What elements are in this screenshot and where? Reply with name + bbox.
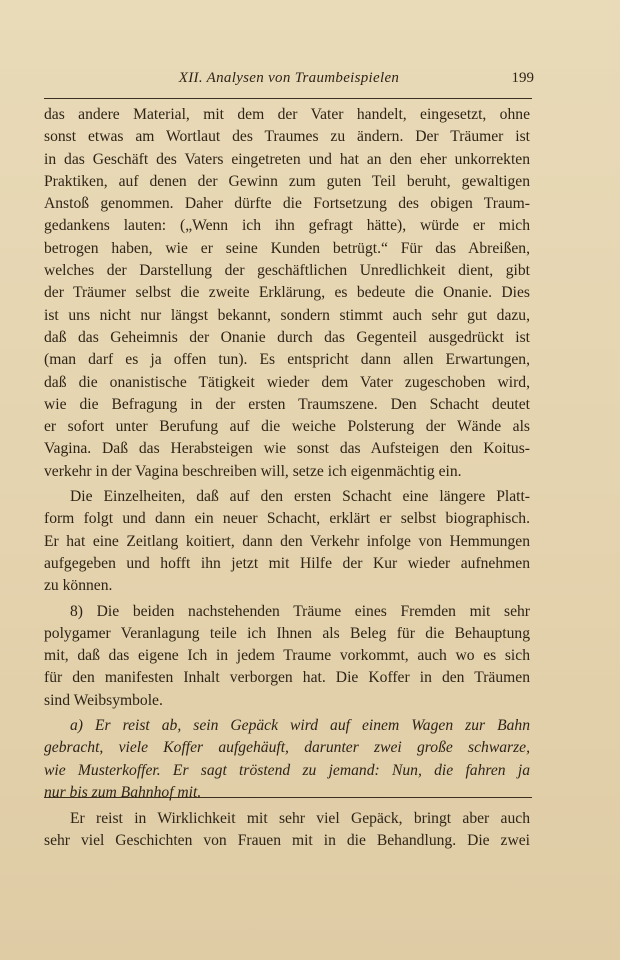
section-rule [44,797,532,798]
text-line: (man darf es ja offen tun). Es entspricht dann allen Erwartungen, [44,351,530,369]
paragraph [44,104,530,483]
text-line: das andere Material, mit dem der Vater handelt, eingesetzt, ohne [44,106,530,123]
text-line: betrogen haben, wie er seine Kunden betrügt.“ Für das Abreißen, [44,239,530,257]
text-line: 8) Die beiden nachstehenden Träume eines Fremden mit sehr [70,602,530,620]
paragraph [44,601,530,712]
text-line: der Träumer selbst die zweite Erklärung, es bedeute die Onanie. Dies [44,284,530,302]
dream-report [44,715,530,804]
text-line: daß die onanistische Tätigkeit wieder dem Vater zugeschoben wird, [44,373,530,391]
text-line: a) Er reist ab, sein Gepäck wird auf einem Wagen zur Bahn [70,717,530,735]
paragraph [44,808,530,853]
running-head-title: XII. Analysen von Traumbeispielen [178,70,400,86]
text-line: mit, daß das eigene Ich in jedem Traume vorkommt, auch wo es sich [44,647,530,665]
text-line: zu können. [44,577,113,595]
text-line: Die Einzelheiten, daß auf den ersten Schacht eine längere Platt- [70,488,530,506]
running-head [44,70,534,96]
text-line: daß das Geheimnis der Onanie durch das Gegenteil ausgedrückt ist [44,328,530,346]
header-rule [44,98,532,99]
continuation-text [44,808,530,853]
text-line: wie Musterkoffer. Er sagt tröstend zu jemand: Nun, die fahren ja [44,761,530,779]
text-line: gedankens lauten: („Wenn ich ihn gefragt hätte), würde er mich [44,217,530,235]
text-line: Praktiken, auf denen der Gewinn zum guten Teil beruht, gewaltigen [44,172,530,190]
text-line: form folgt und dann ein neuer Schacht, erklärt er selbst biographisch. [44,510,530,528]
text-line: welches der Darstellung der geschäftlichen Unredlichkeit dient, gibt [44,262,530,280]
text-line: Er hat eine Zeitlang koitiert, dann den Verkehr infolge von Hemmungen [44,532,530,550]
text-line: in das Geschäft des Vaters eingetreten und hat an den eher unkorrekten [44,150,530,168]
text-line: Anstoß genommen. Daher dürfte die Fortsetzung des obigen Traum- [44,195,530,213]
text-line: Vagina. Daß das Herabsteigen wie sonst das Aufsteigen den Koitus- [44,440,530,458]
text-line: verkehr in der Vagina beschreiben will, setze ich eigenmächtig ein. [44,462,462,480]
body-text [44,104,530,804]
text-line: gebracht, viele Koffer aufgehäuft, darunter zwei große schwarze, [44,739,530,757]
page-number: 199 [511,70,534,86]
text-line: wie die Befragung in der ersten Traumszene. Den Schacht deutet [44,395,530,413]
text-line: sonst etwas am Wortlaut des Traumes zu ändern. Der Träumer ist [44,128,530,146]
text-line: sind Weibsymbole. [44,691,163,709]
text-line: ist uns nicht nur längst bekannt, sondern stimmt auch sehr gut dazu, [44,306,530,324]
text-line: Er reist in Wirklichkeit mit sehr viel Gepäck, bringt aber auch [70,810,530,827]
text-line: für den manifesten Inhalt verborgen hat. Die Koffer in den Träumen [44,669,530,687]
text-line: aufgegeben und hofft ihn jetzt mit Hilfe der Kur wieder aufnehmen [44,554,530,572]
paragraph [44,486,530,597]
text-line: er sofort unter Berufung auf die weiche Polsterung der Wände als [44,418,530,436]
text-line: sehr viel Geschichten von Frauen mit in die Behandlung. Die zwei [44,832,530,850]
text-line: polygamer Veranlagung teile ich Ihnen als Beleg für die Behauptung [44,624,530,642]
text-line: nur bis zum Bahnhof mit. [44,783,202,801]
